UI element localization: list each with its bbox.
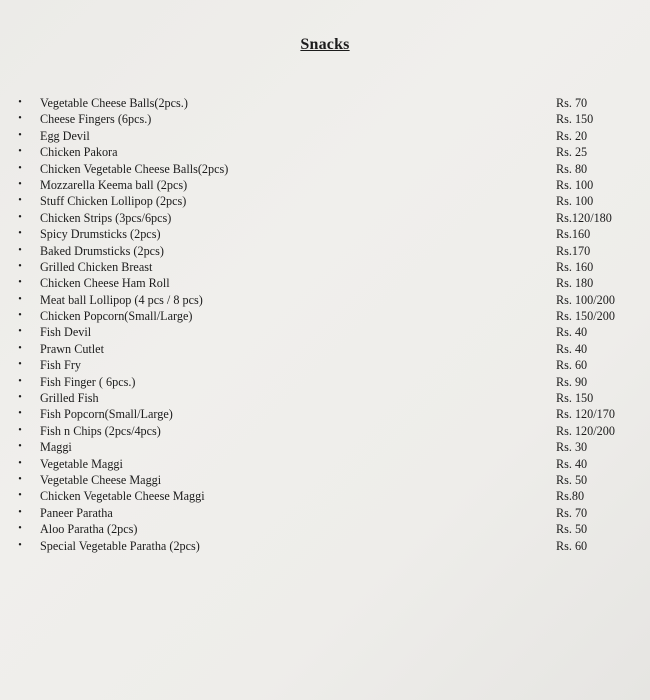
item-name: Fish Popcorn(Small/Large) [40, 407, 173, 422]
item-price: Rs. 150 [556, 112, 594, 127]
menu-item [14, 505, 626, 521]
menu-item [14, 226, 626, 242]
bullet-icon: • [18, 129, 22, 141]
bullet-icon: • [18, 178, 22, 190]
menu-item [14, 439, 626, 455]
bullet-icon: • [18, 146, 22, 158]
item-name: Grilled Fish [40, 391, 99, 406]
menu-item [14, 259, 626, 275]
item-name: Stuff Chicken Lollipop (2pcs) [40, 194, 187, 209]
bullet-icon: • [18, 244, 22, 256]
menu-item [14, 521, 626, 537]
item-price: Rs. 20 [556, 128, 588, 143]
item-name: Fish Devil [40, 325, 92, 340]
bullet-icon: • [18, 392, 22, 404]
item-price: Rs.170 [556, 243, 591, 258]
item-price: Rs. 50 [556, 522, 588, 537]
bullet-icon: • [18, 408, 22, 420]
menu-item [14, 161, 626, 177]
menu-item [14, 210, 626, 226]
bullet-icon: • [18, 473, 22, 485]
item-name: Spicy Drumsticks (2pcs) [40, 227, 161, 242]
menu-item [14, 292, 626, 308]
item-price: Rs. 70 [556, 96, 588, 110]
bullet-icon: • [18, 506, 22, 518]
bullet-icon: • [18, 441, 22, 453]
bullet-icon: • [18, 326, 22, 338]
menu-item [14, 177, 626, 193]
bullet-icon: • [18, 211, 22, 223]
menu-item [14, 374, 626, 390]
menu-item [14, 243, 626, 259]
bullet-icon: • [18, 424, 22, 436]
bullet-icon: • [18, 490, 22, 502]
menu-item [14, 488, 626, 504]
menu-item [14, 472, 626, 488]
item-price: Rs. 30 [556, 440, 588, 455]
item-name: Chicken Pakora [40, 145, 118, 160]
item-name: Special Vegetable Paratha (2pcs) [40, 538, 200, 553]
bullet-icon: • [18, 113, 22, 125]
menu-item [14, 390, 626, 406]
item-price: Rs. 40 [556, 456, 588, 471]
menu-item [14, 111, 626, 127]
item-price: Rs. 40 [556, 341, 588, 356]
bullet-icon: • [18, 523, 22, 535]
menu-item [14, 275, 626, 291]
item-price: Rs. 25 [556, 145, 588, 160]
item-name: Baked Drumsticks (2pcs) [40, 243, 164, 258]
item-name: Vegetable Cheese Balls(2pcs.) [40, 96, 188, 110]
menu-item [14, 423, 626, 439]
bullet-icon: • [18, 293, 22, 305]
item-price: Rs. 160 [556, 259, 594, 274]
item-name: Vegetable Maggi [40, 456, 123, 471]
bullet-icon: • [18, 195, 22, 207]
item-name: Chicken Popcorn(Small/Large) [40, 309, 193, 324]
menu-item [14, 308, 626, 324]
menu-item [14, 144, 626, 160]
page-title: Snacks [300, 36, 350, 53]
item-name: Meat ball Lollipop (4 pcs / 8 pcs) [40, 292, 203, 307]
item-name: Chicken Cheese Ham Roll [40, 276, 170, 291]
item-name: Fish n Chips (2pcs/4pcs) [40, 423, 161, 438]
bullet-icon: • [18, 359, 22, 371]
item-price: Rs. 60 [556, 358, 588, 373]
bullet-icon: • [18, 162, 22, 174]
menu-item [14, 538, 626, 554]
item-price: Rs. 180 [556, 276, 594, 291]
item-price: Rs. 150 [556, 391, 594, 406]
bullet-icon: • [18, 97, 22, 108]
item-name: Chicken Vegetable Cheese Balls(2pcs) [40, 161, 229, 176]
bullet-icon: • [18, 277, 22, 289]
item-price: Rs. 50 [556, 472, 588, 487]
item-price: Rs. 100 [556, 177, 594, 192]
item-price: Rs. 120/200 [556, 423, 615, 438]
menu-item [14, 341, 626, 357]
item-name: Fish Fry [40, 358, 81, 373]
bullet-icon: • [18, 457, 22, 469]
item-name: Chicken Vegetable Cheese Maggi [40, 489, 205, 504]
item-name: Cheese Fingers (6pcs.) [40, 112, 152, 127]
item-price: Rs. 150/200 [556, 309, 615, 324]
menu-item [14, 193, 626, 209]
item-name: Aloo Paratha (2pcs) [40, 522, 138, 537]
item-price: Rs. 60 [556, 538, 588, 553]
bullet-icon: • [18, 310, 22, 322]
bullet-icon: • [18, 342, 22, 354]
item-price: Rs.160 [556, 227, 591, 242]
item-name: Paneer Paratha [40, 505, 113, 520]
item-price: Rs. 120/170 [556, 407, 615, 422]
bullet-icon: • [18, 260, 22, 272]
item-price: Rs. 40 [556, 325, 588, 340]
item-price: Rs.80 [556, 489, 585, 504]
item-name: Maggi [40, 440, 72, 455]
item-name: Mozzarella Keema ball (2pcs) [40, 177, 188, 192]
menu-item [14, 406, 626, 422]
menu-item [14, 357, 626, 373]
item-price: Rs.120/180 [556, 210, 612, 225]
menu-list [14, 95, 626, 554]
item-price: Rs. 100/200 [556, 292, 615, 307]
menu-item [14, 95, 626, 111]
bullet-icon: • [18, 375, 22, 387]
item-name: Vegetable Cheese Maggi [40, 472, 162, 487]
item-price: Rs. 80 [556, 161, 588, 176]
item-name: Chicken Strips (3pcs/6pcs) [40, 210, 172, 225]
item-price: Rs. 70 [556, 505, 588, 520]
menu-item [14, 128, 626, 144]
item-price: Rs. 100 [556, 194, 594, 209]
item-name: Grilled Chicken Breast [40, 259, 153, 274]
menu-item [14, 324, 626, 340]
item-name: Fish Finger ( 6pcs.) [40, 374, 136, 389]
item-price: Rs. 90 [556, 374, 588, 389]
menu-item [14, 456, 626, 472]
bullet-icon: • [18, 539, 22, 551]
item-name: Prawn Cutlet [40, 341, 104, 356]
bullet-icon: • [18, 228, 22, 240]
item-name: Egg Devil [40, 128, 90, 143]
